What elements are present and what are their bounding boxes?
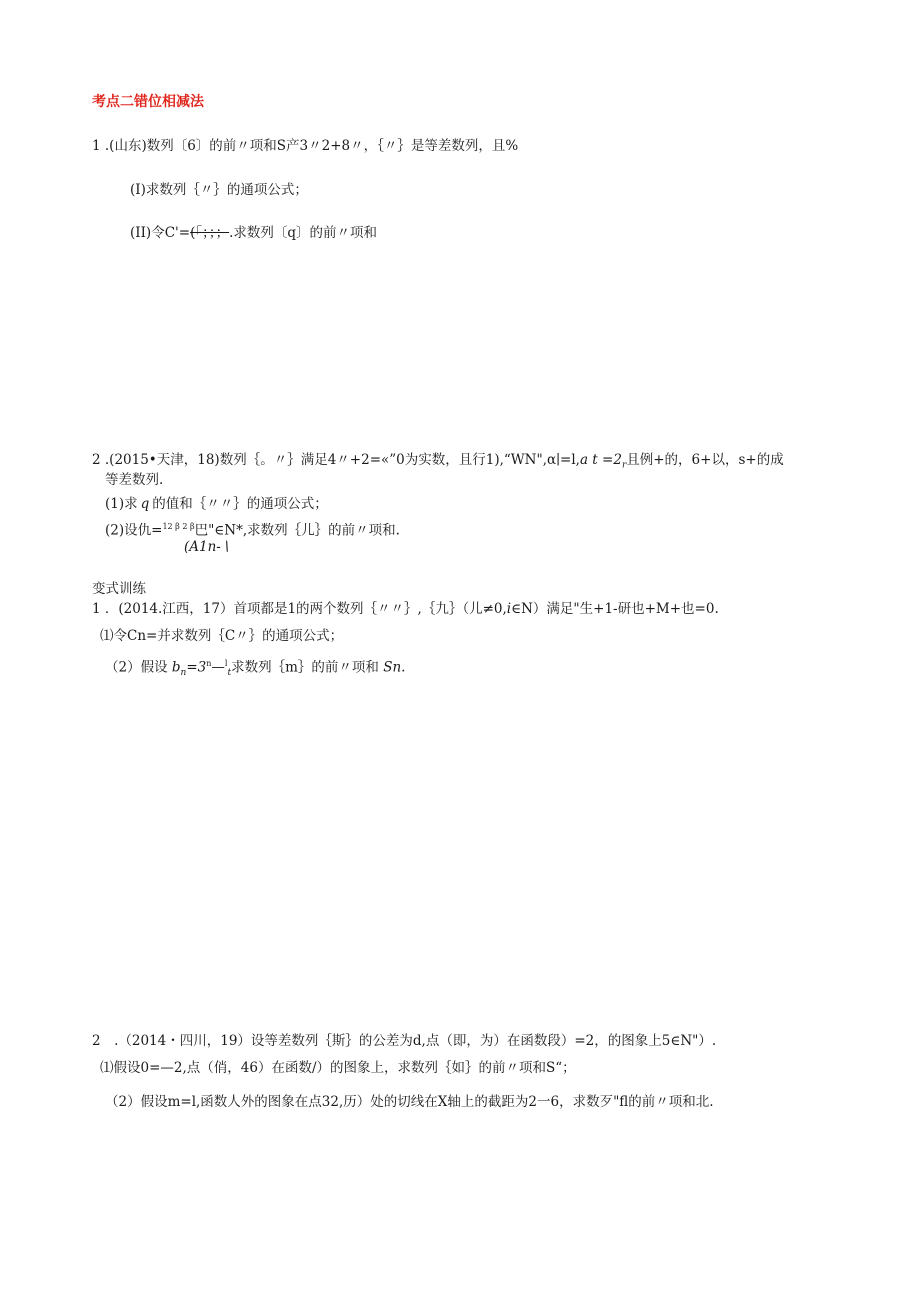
problem-3-stem-lead: 1 ．(2014.江西，17）首项都是1的两个数列｛〃〃｝,｛九｝（儿≠0,: [92, 601, 507, 617]
problem-2-part-2-tail: 巴"∈N*,求数列｛儿｝的前〃项和.: [194, 522, 400, 539]
problem-2-stem-lead: 2 .(2015•天津，18)数列｛。〃｝满足4〃+2=«”0为实数，且行1),“WN",α∣=l,: [92, 452, 580, 468]
problem-3-part-2: [105, 655, 405, 682]
problem-4-part-1: ⑴假设0=—2,点（俏，46）在函数/）的图象上，求数列｛如｝的前〃项和S“；: [100, 1060, 576, 1076]
problem-3-sub-n: n: [180, 668, 187, 679]
problem-2-stem-line-1: [92, 451, 784, 475]
problem-2-part-2-lead: (2)设仇=: [105, 522, 163, 539]
problem-3-part-1: ⑴令Cn=并求数列｛C〃｝的通项公式；: [100, 628, 344, 644]
problem-3-sup-n: n: [206, 659, 212, 668]
problem-3-dash: —: [211, 659, 225, 676]
problem-2-stem-sub: r: [621, 460, 627, 471]
problem-2-var-q: q: [140, 496, 150, 512]
problem-3-eq: =3: [186, 659, 207, 676]
problem-3-sub-t: t: [227, 668, 232, 679]
problem-3-part-2-tail: 求数列｛m｝的前〃项和: [231, 659, 379, 676]
problem-2-part-1-tail: 的值和｛〃〃｝的通项公式；: [152, 496, 328, 512]
problem-3-var-sn: Sn.: [383, 659, 406, 676]
problem-2-fraction-denominator: (A1n-∖: [184, 539, 230, 555]
problem-1-stem: 1 .(山东)数列〔6〕的前〃项和S产3〃2+8〃，｛〃｝是等差数列，且%: [92, 138, 519, 154]
problem-3-var-i: i: [506, 601, 512, 617]
problem-1-part-2: [130, 224, 377, 242]
section-heading: 考点二错位相减法: [92, 94, 204, 110]
problem-3-stem: [92, 600, 719, 618]
problem-3-var-b: b: [171, 659, 181, 676]
problem-4-stem: 2 .（2014・四川，19）设等差数列｛斯｝的公差为d,点（即，为）在函数段）=2，的图象上5∈N"）.: [92, 1033, 717, 1049]
problem-1-part-2-lead: (II)令C'=: [130, 225, 191, 241]
problem-2-stem-line-2: 等差数列.: [105, 472, 164, 488]
problem-2-part-1-lead: (1)求: [105, 496, 138, 512]
problem-2-stem-rest: 且例+的，6+以，s+的成: [626, 452, 784, 468]
problem-2-part-2-superscript: 12 β 2 β: [162, 522, 195, 531]
problem-1-part-1: (I)求数列｛〃｝的通项公式；: [130, 182, 308, 198]
problem-3-stem-rest: ∈N）满足"生+1-研也+M+也=0.: [511, 601, 719, 617]
problem-3-part-2-lead: （2）假设: [105, 659, 168, 676]
problem-1-part-2-tail: .求数列〔q〕的前〃项和: [229, 225, 378, 241]
problem-2-stem-italic: a t =2: [579, 452, 622, 468]
problem-1-part-2-struck: (「；；；: [190, 225, 230, 241]
problem-2-part-2: [105, 518, 400, 540]
problem-2-part-1: [105, 495, 328, 513]
problem-4-part-2: （2）假设m=l,函数人外的图象在点32,历）处的切线在X轴上的截距为2一6，求数歹"fl的前〃项和北.: [105, 1094, 714, 1110]
variant-title: 变式训练: [92, 581, 146, 597]
problem-3-sup-l: l: [224, 659, 228, 668]
